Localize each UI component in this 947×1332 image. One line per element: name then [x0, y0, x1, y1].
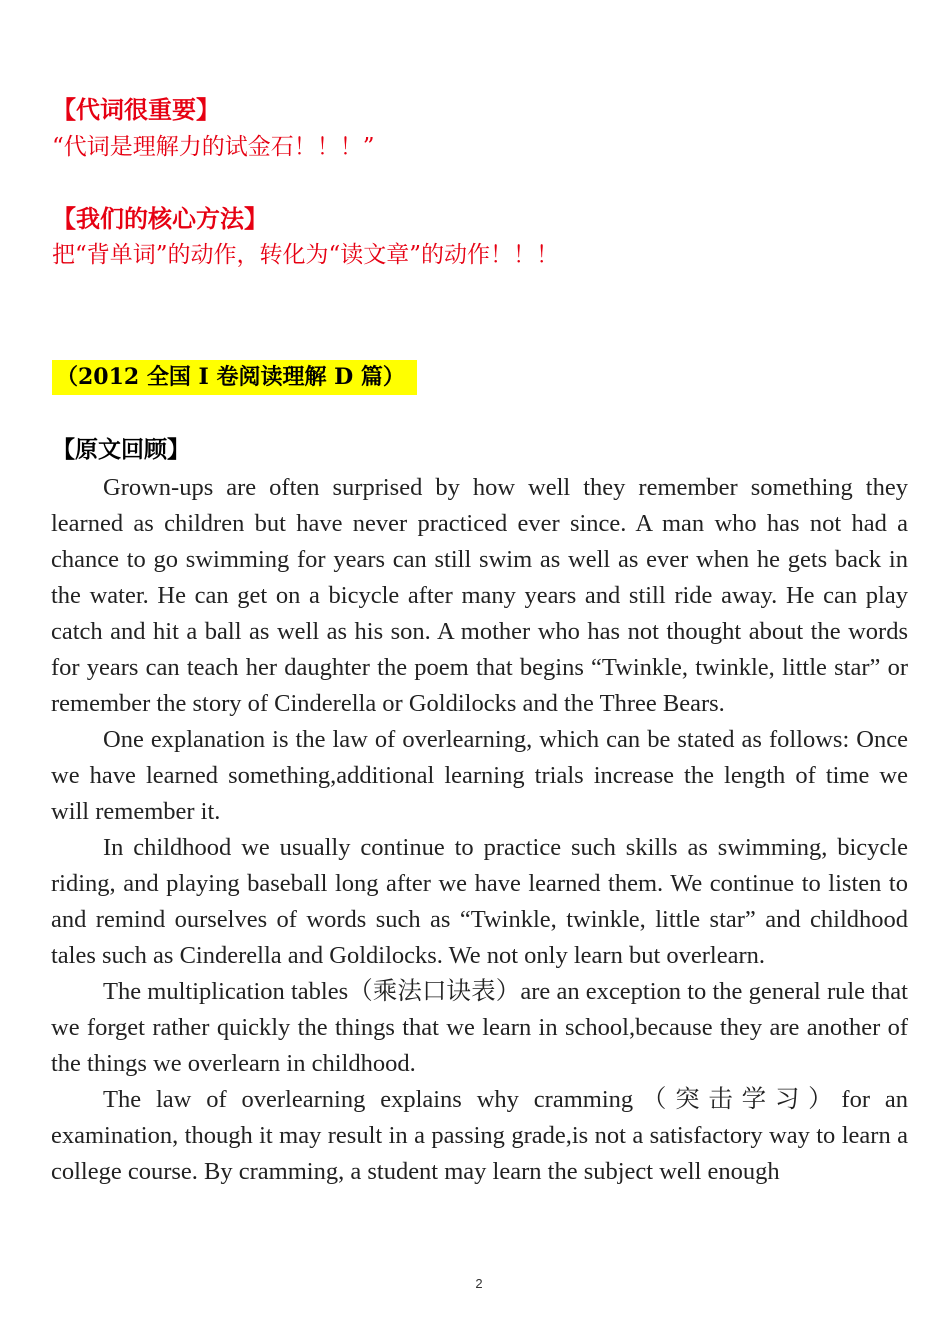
method-text: 把“背单词”的动作，转化为“读文章”的动作！！！ [52, 242, 560, 268]
method-heading: 【我们的核心方法】 [52, 204, 268, 233]
section-heading: 【原文回顾】 [52, 436, 190, 463]
paragraph: The multiplication tables（乘法口诀表）are an exception to the general rule that we forget rather quickly the things that we learn in school,because they are another of the things we overlearn in childhood. [51, 978, 908, 1077]
paragraph: One explanation is the law of overlearning, which can be stated as follows: Once we have learned something,additional learning trials increase the length of time we will remember it. [51, 726, 908, 825]
pronoun-heading: 【代词很重要】 [52, 95, 220, 124]
paragraph: Grown-ups are often surprised by how well they remember something they learned as children but have never practiced ever since. A man who has not had a chance to go swimming for years can still swim as well as ever when he gets back in the water. He can get on a bicycle after many years and still ride away. He can play catch and hit a ball as well as his son. A mother who has not thought about the words for years can teach her daughter the poem that begins “Twinkle, twinkle, little star” or remember the story of Cinderella or Goldilocks and the Three Bears. [51, 474, 908, 717]
paragraph: In childhood we usually continue to practice such skills as swimming, bicycle riding, and playing baseball long after we have learned them. We continue to listen to and remind ourselves of words such as “Twinkle, twinkle, little star” and childhood tales such as Cinderella and Goldilocks. We not only learn but overlearn. [51, 834, 908, 969]
source-tag: （2012 全国 I 卷阅读理解 D 篇） [52, 360, 417, 395]
page-number: 2 [475, 1276, 483, 1291]
paragraph: The law of overlearning explains why cramming（突击学习）for an examination, though it may result in a passing grade,is not a satisfactory way to learn a college course. By cramming, a student may learn the subject well enough [51, 1086, 908, 1185]
pronoun-quote: “代词是理解力的试金石！！！” [52, 134, 375, 160]
passage-text [51, 470, 908, 1190]
